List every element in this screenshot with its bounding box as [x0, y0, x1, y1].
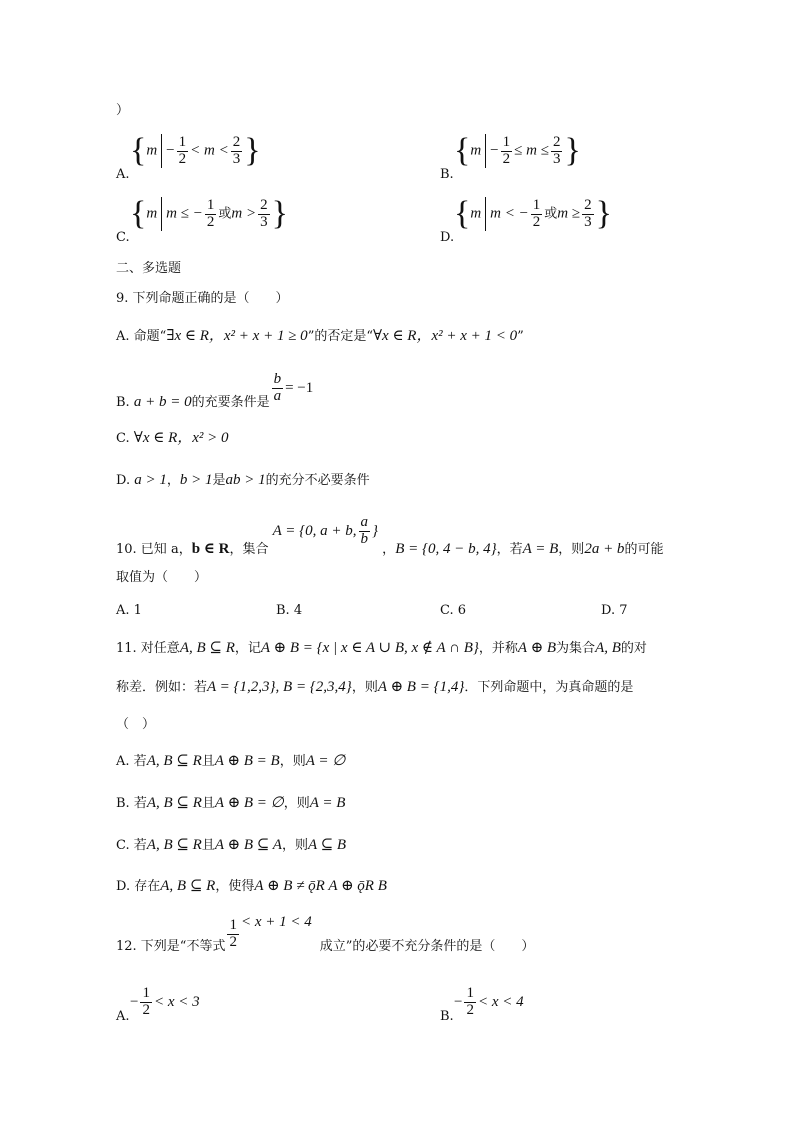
q11-option-b: B. 若A, B ⊆ R且A ⊕ B = ∅，则A = B — [116, 795, 346, 811]
option-label: A. — [116, 167, 130, 182]
q10-option-b: B. 4 — [276, 603, 303, 618]
q11-option-c: C. 若A, B ⊆ R且A ⊕ B ⊆ A，则A ⊆ B — [116, 837, 347, 853]
q9-option-c: C. ∀x ∈ R，x² > 0 — [116, 430, 229, 446]
q11-option-a: A. 若A, B ⊆ R且A ⊕ B = B，则A = ∅ — [116, 753, 346, 769]
q9-option-b: B. a + b = 0的充要条件是 $\frac{b}{a}$ = −1 — [116, 371, 314, 410]
q10-stem-line1: 10. 已知 a，b ∈ R，集合 A = {0, a + b, $\frac{a}{b}$ } ，B = {0, 4 − b, 4}，若A = B，则2a + b的可能 — [116, 514, 664, 557]
q11-stem-line2: 称差．例如：若A = {1,2,3}, B = {2,3,4}，则A ⊕ B = {1,4}．下列命题中，为真命题的是 — [116, 679, 634, 695]
q9-option-a: A. 命题“∃x ∈ R，x² + x + 1 ≥ 0”的否定是“∀x ∈ R，x² + x + 1 < 0” — [116, 328, 524, 344]
q12-stem: 12. 下列是“不等式 $\frac{1}{2}$ < x + 1 < 4成立”的必要不充分条件的是（ ） — [116, 913, 535, 954]
q9-option-d: D. a > 1，b > 1是ab > 1的充分不必要条件 — [116, 472, 370, 488]
q9-stem: 9. 下列命题正确的是（ ） — [116, 291, 289, 306]
q10-option-a: A. 1 — [116, 603, 142, 618]
q8-paren-close: ） — [116, 103, 130, 118]
exam-page: ） A. {m − $\frac{1}{2}$ < m < $\frac{2}{3}$ } B. {m − $\frac{1}{2}$ ≤ m ≤ $\frac{2}{3}$ } C. {m m ≤ − $\frac{1}{2}$ 或m > $\frac{2}{3}$ } D. {m m < − $\frac{1}{2}$ 或m ≥ $\frac{2}{3}$ } 二、多选题 9. 下列命题正确的是（ ） A. 命题“∃x ∈ R，x² + x + 1 ≥ 0”的否定是“∀x ∈ R，x² + x + 1 < 0” B. a + b = 0的充要条件是 $\frac{b}{a}$ = −1 C. ∀x ∈ R，x² > 0 D. a > 1，b > 1是ab > 1的充分不必要条件 10. 已知 a，b ∈ R，集合 A = {0, a + b, $\frac{a}{b}$ } ，B = {0, 4 − b, 4}，若A = B，则2a + b的可能 取值为（ ） A. 1 B. 4 C. 6 D. 7 11. 对任意A, B ⊆ R，记A ⊕ B = {x | x ∈ A ∪ B, x ∉ A ∩ B}，并称A ⊕ B为集合A, B的对 称差．例如：若A = {1,2,3}, B = {2,3,4}，则A ⊕ B = {1,4}．下列命题中，为真命题的是 （ ） A. 若A, B ⊆ R且A ⊕ B = B，则A = ∅ B. 若A, B ⊆ R且A ⊕ B = ∅，则A = B C. 若A, B ⊆ R且A ⊕ B ⊆ A，则A ⊆ B D. 存在A, B ⊆ R，使得A ⊕ B ≠ ǭR A ⊕ ǭR B 12. 下列是“不等式 $\frac{1}{2}$ < x + 1 < 4成立”的必要不充分条件的是（ ） A. − $\frac{1}{2}$ < x < 3 B. − $\frac{1}{2}$ < x < 4 — [116, 103, 664, 1024]
q10-option-d: D. 7 — [601, 603, 628, 618]
q11-stem-line3: （ ） — [116, 717, 156, 732]
option-label: B. — [440, 167, 454, 182]
q11-option-d: D. 存在A, B ⊆ R，使得A ⊕ B ≠ ǭR A ⊕ ǭR B — [116, 878, 387, 894]
option-label: C. — [116, 230, 130, 245]
section-title: 二、多选题 — [116, 261, 182, 276]
q10-stem-line2: 取值为（ ） — [116, 570, 208, 585]
q11-stem-line1: 11. 对任意A, B ⊆ R，记A ⊕ B = {x | x ∈ A ∪ B, x ∉ A ∩ B}，并称A ⊕ B为集合A, B的对 — [116, 640, 647, 656]
option-label: D. — [440, 230, 455, 245]
q10-option-c: C. 6 — [440, 603, 467, 618]
